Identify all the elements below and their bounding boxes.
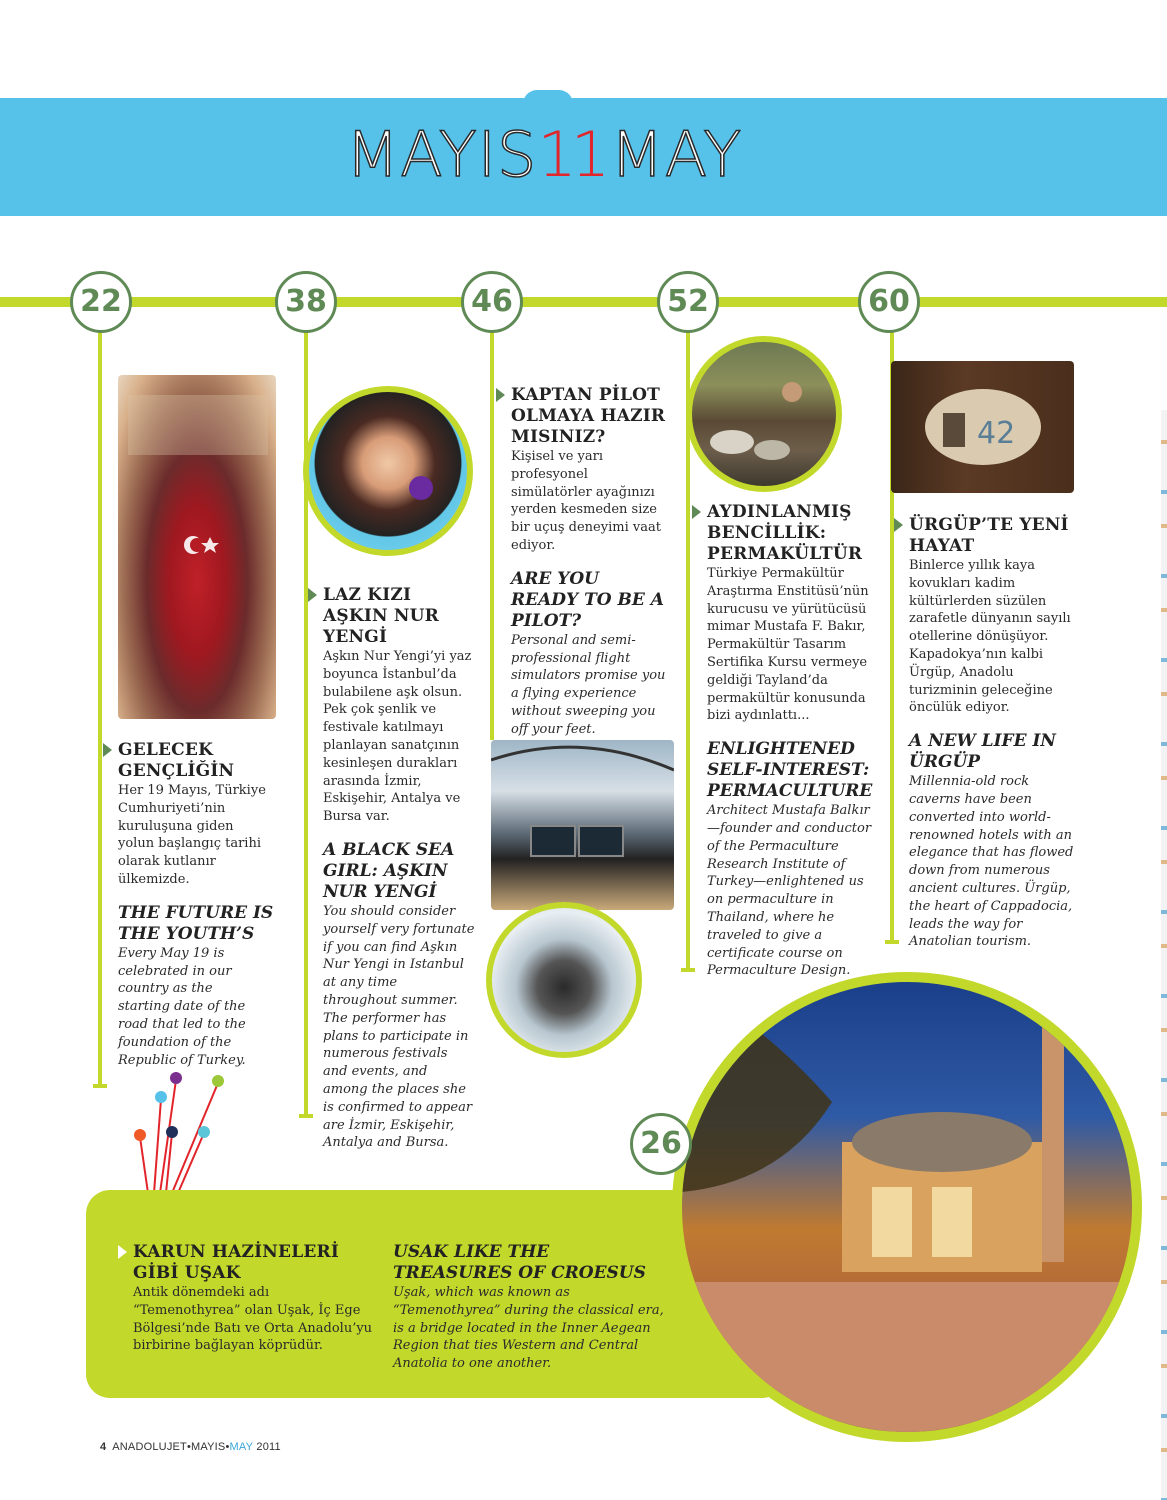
arrow-icon: [496, 388, 505, 402]
article-60: [909, 515, 1074, 951]
article-26-title-tr[interactable]: KARUN HAZİNELERİ GİBİ UŞAK: [133, 1242, 339, 1283]
article-46-body-tr: Kişisel ve yarı profesyonel simülatörler ayağınızı yerden kesmeden size bir uçuş deneyimi vaat ediyor.: [511, 449, 661, 553]
article-22: [118, 740, 298, 1069]
footer-year: 2011: [256, 1441, 281, 1453]
article-46-title-tr[interactable]: KAPTAN PİLOT OLMAYA HAZIR MISINIZ?: [511, 385, 666, 447]
article-26-en: [393, 1242, 673, 1373]
article-52-title-tr[interactable]: AYDINLANMIŞ BENCİLLİK: PERMAKÜLTÜR: [707, 502, 863, 564]
stem-46: [490, 330, 494, 740]
article-26-title-en[interactable]: USAK LIKE THE TREASURES OF CROESUS: [393, 1242, 646, 1283]
masthead-left: MAYIS: [345, 118, 538, 191]
article-22-title-en[interactable]: THE FUTURE IS THE YOUTH’S: [118, 902, 274, 944]
page-badge-26[interactable]: 26: [630, 1113, 692, 1175]
arrow-icon: [118, 1245, 127, 1259]
stem-22: [98, 330, 102, 1086]
article-38-title-en[interactable]: A BLACK SEA GIRL: AŞKIN NUR YENGİ: [323, 839, 455, 902]
article-38: [323, 585, 475, 1152]
article-26-tr: [133, 1242, 373, 1355]
stem-cap-22: [93, 1084, 107, 1088]
photo-urgup-door-sign[interactable]: [891, 361, 1074, 493]
article-52-body-tr: Türkiye Permakültür Araştırma Enstitüsü’nün kurucusu ve yürütücüsü mimar Mustafa F. Bakır, Permakültür Tasarım Sertifika Kursu vermeye geldiği Tayland’da permakültür konusunda bizi aydınlattı...: [707, 566, 869, 724]
stem-cap-52: [681, 968, 695, 972]
footer-page-number: 4: [100, 1441, 107, 1453]
article-22-title-tr[interactable]: GELECEK GENÇLİĞİN: [118, 740, 235, 781]
arrow-icon: [692, 505, 701, 519]
article-52-title-en[interactable]: ENLIGHTENED SELF-INTEREST: PERMACULTURE: [707, 739, 873, 802]
footer-sep: •: [186, 1441, 192, 1453]
article-46-title-en[interactable]: ARE YOU READY TO BE A PILOT?: [511, 568, 664, 631]
photo-permaculture-goats[interactable]: [686, 336, 842, 492]
photo-simulator-seat[interactable]: [486, 902, 642, 1058]
stem-cap-60: [885, 940, 899, 944]
footer-brand: ANADOLUJET: [112, 1441, 187, 1453]
article-46: [511, 385, 667, 739]
article-60-body-tr: Binlerce yıllık kaya kovukları kadim kültürlerden süzülen zarafetle dünyanın sayılı otellerine dönüşüyor. Kapadokya’nın kalbi Ürgüp, Anadolu turizminin geleceğine öncülük ediyor.: [909, 558, 1071, 716]
photo-askin-nur-yengi[interactable]: [303, 386, 473, 556]
arrow-icon: [308, 588, 317, 602]
page-badge-38[interactable]: 38: [275, 271, 337, 333]
page-badge-52[interactable]: 52: [657, 271, 719, 333]
article-38-title-tr[interactable]: LAZ KIZI AŞKIN NUR YENGİ: [323, 585, 439, 647]
arrow-icon: [103, 743, 112, 757]
masthead-title: [0, 118, 1088, 191]
page-badge-60[interactable]: 60: [858, 271, 920, 333]
stem-cap-38: [299, 1114, 313, 1118]
article-22-body-tr: Her 19 Mayıs, Türkiye Cumhuriyeti’nin kuruluşuna giden yolun başlangıç tarihi olarak kutlanır ülkemizde.: [118, 783, 266, 887]
photo-flight-simulator-cockpit[interactable]: [491, 740, 674, 910]
article-60-title-tr[interactable]: ÜRGÜP’TE YENİ HAYAT: [909, 515, 1069, 556]
article-38-body-tr: Aşkın Nur Yengi’yi yaz boyunca İstanbul’da bulabilene aşk olsun. Pek çok şenlik ve festivale katılmayı planlayan sanatçının kesinleşen durakları arasında İzmir, Eskişehir, Antalya ve Bursa var.: [323, 649, 472, 825]
door-sign-number: 42: [977, 416, 1016, 451]
article-46-body-en: Personal and semi-professional flight simulators promise you a flying experience without sweeping you off your feet.: [511, 632, 666, 737]
masthead-number: 11: [537, 118, 605, 191]
article-38-body-en: You should consider yourself very fortunate if you can find Aşkın Nur Yengi in Istanbul at any time throughout summer. The performer has plans to participate in numerous festivals and events, and among the places she is confirmed to appear are İzmir, Eskişehir, Antalya and Bursa.: [323, 903, 475, 1151]
article-52: [707, 502, 879, 980]
page-edge-strip: [1161, 410, 1167, 1500]
footer-month-en: MAY: [229, 1441, 254, 1453]
page-footer: [100, 1441, 281, 1453]
article-60-title-en[interactable]: A NEW LIFE IN ÜRGÜP: [909, 731, 1056, 773]
footer-sep: •: [225, 1441, 230, 1453]
article-26-body-en: Uşak, which was known as “Temenothyrea” during the classical era, is a bridge located in the Inner Aegean Region that ties Western and Central Anatolia to one another.: [393, 1285, 664, 1372]
page-badge-46[interactable]: 46: [461, 271, 523, 333]
page-badge-22[interactable]: 22: [70, 271, 132, 333]
photo-youth-parade[interactable]: [118, 375, 276, 719]
arrow-icon: [894, 518, 903, 532]
decorative-pins-icon: [120, 1065, 240, 1195]
photo-usak-mosque[interactable]: [672, 972, 1142, 1442]
masthead-right: MAY: [610, 118, 743, 191]
article-26-body-tr: Antik dönemdeki adı “Temenothyrea” olan Uşak, İç Ege Bölgesi’nde Batı ve Orta Anadolu’yu birbirine bağlayan köprüdür.: [133, 1285, 373, 1354]
article-52-body-en: Architect Mustafa Balkır—founder and conductor of the Permaculture Research Institute of Turkey—enlightened us on permaculture in Thailand, where he traveled to give a certificate course on Permaculture Design.: [707, 803, 872, 979]
timeline-bar: [0, 297, 1167, 307]
footer-month-tr: MAYIS: [191, 1441, 226, 1453]
article-22-body-en: Every May 19 is celebrated in our country as the starting date of the road that led to the foundation of the Republic of Turkey.: [118, 945, 246, 1068]
article-60-body-en: Millennia-old rock caverns have been converted into world-renowned hotels with an elegance that has flowed down from numerous ancient cultures. Ürgüp, the heart of Cappadocia, leads the way for Anatolian tourism.: [909, 774, 1074, 950]
